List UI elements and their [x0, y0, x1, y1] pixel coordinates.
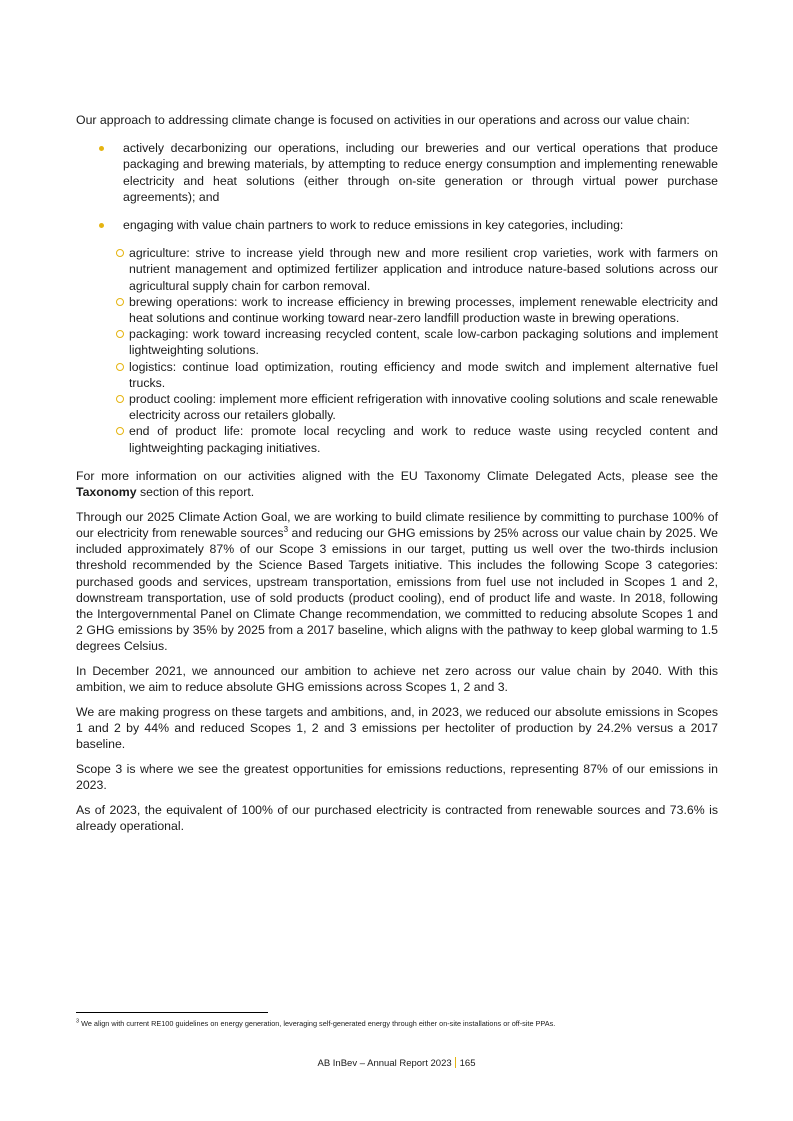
main-bullet-list	[76, 140, 718, 456]
page-number: 165	[459, 1058, 476, 1069]
circle-bullet-icon	[116, 395, 124, 403]
bullet-dot-icon	[99, 146, 104, 151]
bullet-dot-icon	[99, 223, 104, 228]
footnote	[76, 1019, 716, 1029]
bullet-text: actively decarbonizing our operations, including our breweries and our vertical operations that produce packaging and brewing materials, by attempting to reduce energy consumption and implementing renewable electricity and heat solutions (either through on-site generation or through virtual power purchase agreements); and	[123, 141, 718, 204]
sub-bullet-text: logistics: continue load optimization, routing efficiency and mode switch and implement alternative fuel trucks.	[129, 359, 718, 390]
taxonomy-text-after: section of this report.	[136, 485, 255, 500]
climate-goal-paragraph	[76, 509, 718, 655]
circle-bullet-icon	[116, 363, 124, 371]
bullet-text: engaging with value chain partners to work to reduce emissions in key categories, including:	[123, 218, 624, 233]
goal-text-before: Through our 2025 Climate Action Goal, we are working to build climate resilience by committing to purchase 100% of our electricity from renewable sources	[76, 509, 718, 540]
scope3-paragraph: Scope 3 is where we see the greatest opportunities for emissions reductions, representing 87% of our emissions in 2023.	[76, 762, 718, 793]
page-footer	[0, 1057, 793, 1070]
sub-bullet-item	[76, 391, 718, 423]
footnote-text: We align with current RE100 guidelines on energy generation, leveraging self-generated energy through either on-site installations or off-site PPAs.	[79, 1019, 556, 1028]
sub-bullet-text: brewing operations: work to increase efficiency in brewing processes, implement renewable electricity and heat solutions and continue working toward near-zero landfill production waste in brewing operations.	[129, 294, 718, 326]
footnote-number: 3	[76, 1018, 80, 1025]
progress-paragraph: We are making progress on these targets and ambitions, and, in 2023, we reduced our absolute emissions in Scopes 1 and 2 by 44% and reduced Scopes 1, 2 and 3 emissions per hectoliter of production by 24.2% versus a 2017 baseline.	[76, 705, 718, 752]
sub-bullet-list	[76, 245, 718, 456]
taxonomy-paragraph	[76, 468, 718, 500]
sub-bullet-text: product cooling: implement more efficient refrigeration with innovative cooling solutions and scale renewable electricity across our retailers globally.	[129, 392, 718, 423]
electricity-paragraph: As of 2023, the equivalent of 100% of our purchased electricity is contracted from renewable sources and 73.6% is already operational.	[76, 803, 718, 834]
circle-bullet-icon	[116, 249, 124, 257]
footer-title: AB InBev – Annual Report 2023	[317, 1058, 452, 1069]
footnote-divider	[76, 1012, 268, 1013]
circle-bullet-icon	[116, 298, 124, 306]
sub-bullet-text: agriculture: strive to increase yield through new and more resilient crop varieties, work with farmers on nutrient management and optimized fertilizer application and introduce nature-based solutions across our agricultural supply chain for carbon removal.	[129, 246, 718, 293]
sub-bullet-item	[76, 245, 718, 294]
circle-bullet-icon	[116, 427, 124, 435]
sub-bullet-item	[76, 294, 718, 326]
footer-separator	[455, 1057, 456, 1068]
sub-bullet-text: packaging: work toward increasing recycled content, scale low-carbon packaging solutions and implement lightweighting solutions.	[129, 327, 718, 358]
intro-paragraph: Our approach to addressing climate change is focused on activities in our operations and across our value chain:	[76, 113, 690, 127]
sub-bullet-item	[76, 326, 718, 358]
goal-text-after: and reducing our GHG emissions by 25% across our value chain by 2025. We included approximately 87% of our Scope 3 emissions in our target, putting us well over the two-thirds inclusion threshold recommended by the Science Based Targets initiative. This includes the following Scope 3 categories: purchased goods and services, upstream transportation, emissions from fuel use not included in Scopes 1 and 2, downstream transportation, use of sold products (product cooling), end of product life and waste. In 2018, following the Intergovernmental Panel on Climate Change recommendation, we committed to reducing absolute Scopes 1 and 2 GHG emissions by 35% by 2025 from a 2017 baseline, which aligns with the pathway to keep global warming to 1.5 degrees Celsius.	[76, 525, 719, 654]
net-zero-paragraph: In December 2021, we announced our ambition to achieve net zero across our value chain by 2040. With this ambition, we aim to reduce absolute GHG emissions across Scopes 1, 2 and 3.	[76, 664, 718, 695]
footnote-reference: 3	[283, 524, 289, 534]
taxonomy-text-before: For more information on our activities aligned with the EU Taxonomy Climate Delegated Acts, please see the	[76, 468, 718, 483]
sub-bullet-text: end of product life: promote local recycling and work to reduce waste using recycled content and lightweighting packaging initiatives.	[129, 424, 718, 455]
bullet-item	[76, 217, 718, 456]
sub-bullet-item	[76, 359, 718, 391]
taxonomy-link[interactable]: Taxonomy	[76, 485, 137, 500]
page-body	[76, 112, 718, 843]
bullet-item	[76, 140, 718, 205]
sub-bullet-item	[76, 423, 718, 455]
circle-bullet-icon	[116, 330, 124, 338]
